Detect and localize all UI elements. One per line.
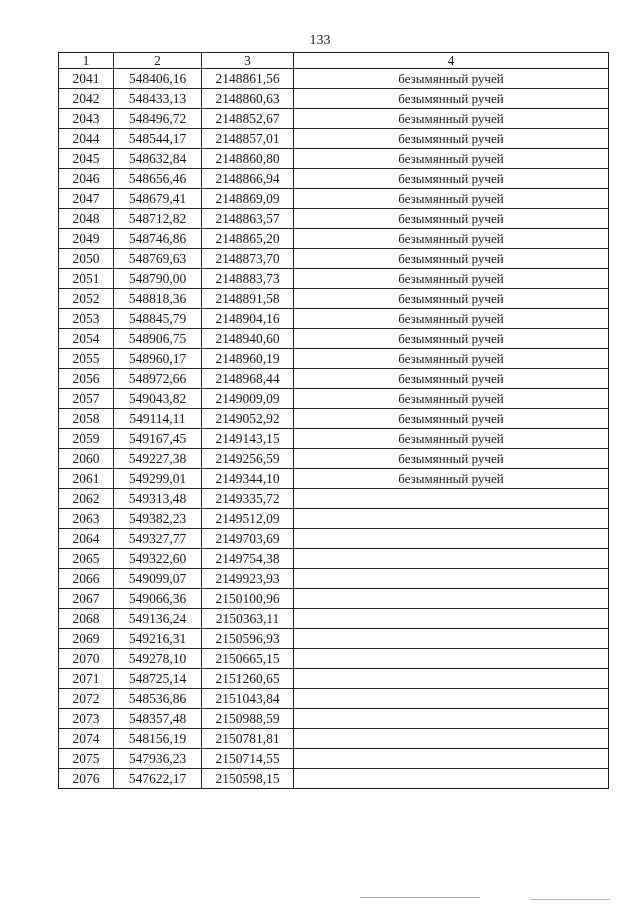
table-row	[59, 289, 609, 309]
table-row	[59, 89, 609, 109]
x-coordinate-cell: 549114,11	[114, 409, 202, 429]
x-coordinate-cell: 548544,17	[114, 129, 202, 149]
point-number-cell: 2057	[59, 389, 114, 409]
table-row	[59, 689, 609, 709]
point-number-cell: 2073	[59, 709, 114, 729]
point-number-cell: 2043	[59, 109, 114, 129]
description-cell	[294, 569, 609, 589]
point-number-cell: 2047	[59, 189, 114, 209]
table-row	[59, 569, 609, 589]
column-header-3: 3	[202, 53, 294, 69]
x-coordinate-cell: 548433,13	[114, 89, 202, 109]
x-coordinate-cell: 548156,19	[114, 729, 202, 749]
table-row	[59, 229, 609, 249]
y-coordinate-cell: 2148968,44	[202, 369, 294, 389]
description-cell	[294, 589, 609, 609]
table-body	[59, 69, 609, 789]
y-coordinate-cell: 2150988,59	[202, 709, 294, 729]
y-coordinate-cell: 2148891,58	[202, 289, 294, 309]
table-row	[59, 149, 609, 169]
table-row	[59, 249, 609, 269]
description-cell	[294, 609, 609, 629]
y-coordinate-cell: 2148883,73	[202, 269, 294, 289]
point-number-cell: 2068	[59, 609, 114, 629]
point-number-cell: 2066	[59, 569, 114, 589]
x-coordinate-cell: 548632,84	[114, 149, 202, 169]
point-number-cell: 2075	[59, 749, 114, 769]
y-coordinate-cell: 2148865,20	[202, 229, 294, 249]
x-coordinate-cell: 548769,63	[114, 249, 202, 269]
table-row	[59, 469, 609, 489]
x-coordinate-cell: 549136,24	[114, 609, 202, 629]
y-coordinate-cell: 2149923,93	[202, 569, 294, 589]
point-number-cell: 2059	[59, 429, 114, 449]
point-number-cell: 2071	[59, 669, 114, 689]
point-number-cell: 2061	[59, 469, 114, 489]
y-coordinate-cell: 2148866,94	[202, 169, 294, 189]
point-number-cell: 2041	[59, 69, 114, 89]
x-coordinate-cell: 549313,48	[114, 489, 202, 509]
point-number-cell: 2064	[59, 529, 114, 549]
description-cell: безымянный ручей	[294, 229, 609, 249]
x-coordinate-cell: 549043,82	[114, 389, 202, 409]
y-coordinate-cell: 2149344,10	[202, 469, 294, 489]
description-cell: безымянный ручей	[294, 469, 609, 489]
point-number-cell: 2053	[59, 309, 114, 329]
point-number-cell: 2056	[59, 369, 114, 389]
table-row	[59, 169, 609, 189]
y-coordinate-cell: 2150598,15	[202, 769, 294, 789]
y-coordinate-cell: 2149512,09	[202, 509, 294, 529]
x-coordinate-cell: 547622,17	[114, 769, 202, 789]
x-coordinate-cell: 549382,23	[114, 509, 202, 529]
table-row	[59, 709, 609, 729]
point-number-cell: 2046	[59, 169, 114, 189]
scan-mark	[530, 899, 610, 900]
x-coordinate-cell: 549066,36	[114, 589, 202, 609]
table-row	[59, 489, 609, 509]
table-row	[59, 109, 609, 129]
description-cell	[294, 689, 609, 709]
x-coordinate-cell: 548746,86	[114, 229, 202, 249]
y-coordinate-cell: 2150596,93	[202, 629, 294, 649]
description-cell	[294, 489, 609, 509]
point-number-cell: 2055	[59, 349, 114, 369]
y-coordinate-cell: 2148869,09	[202, 189, 294, 209]
point-number-cell: 2063	[59, 509, 114, 529]
y-coordinate-cell: 2151043,84	[202, 689, 294, 709]
point-number-cell: 2062	[59, 489, 114, 509]
description-cell	[294, 709, 609, 729]
table-row	[59, 649, 609, 669]
x-coordinate-cell: 548712,82	[114, 209, 202, 229]
point-number-cell: 2050	[59, 249, 114, 269]
description-cell: безымянный ручей	[294, 329, 609, 349]
x-coordinate-cell: 548679,41	[114, 189, 202, 209]
table-row	[59, 69, 609, 89]
table-row	[59, 409, 609, 429]
description-cell: безымянный ручей	[294, 249, 609, 269]
x-coordinate-cell: 547936,23	[114, 749, 202, 769]
y-coordinate-cell: 2150363,11	[202, 609, 294, 629]
description-cell: безымянный ручей	[294, 149, 609, 169]
table-row	[59, 329, 609, 349]
x-coordinate-cell: 548906,75	[114, 329, 202, 349]
description-cell	[294, 769, 609, 789]
point-number-cell: 2042	[59, 89, 114, 109]
table-row	[59, 369, 609, 389]
point-number-cell: 2054	[59, 329, 114, 349]
y-coordinate-cell: 2150665,15	[202, 649, 294, 669]
x-coordinate-cell: 548818,36	[114, 289, 202, 309]
point-number-cell: 2045	[59, 149, 114, 169]
description-cell: безымянный ручей	[294, 129, 609, 149]
x-coordinate-cell: 549322,60	[114, 549, 202, 569]
x-coordinate-cell: 548656,46	[114, 169, 202, 189]
x-coordinate-cell: 549327,77	[114, 529, 202, 549]
x-coordinate-cell: 548790,00	[114, 269, 202, 289]
description-cell	[294, 649, 609, 669]
y-coordinate-cell: 2148860,63	[202, 89, 294, 109]
point-number-cell: 2069	[59, 629, 114, 649]
scan-mark	[360, 897, 480, 898]
x-coordinate-cell: 548725,14	[114, 669, 202, 689]
table-row	[59, 609, 609, 629]
table-row	[59, 309, 609, 329]
description-cell: безымянный ручей	[294, 269, 609, 289]
x-coordinate-cell: 548406,16	[114, 69, 202, 89]
y-coordinate-cell: 2151260,65	[202, 669, 294, 689]
table-row	[59, 129, 609, 149]
point-number-cell: 2072	[59, 689, 114, 709]
y-coordinate-cell: 2149754,38	[202, 549, 294, 569]
description-cell: безымянный ручей	[294, 169, 609, 189]
point-number-cell: 2058	[59, 409, 114, 429]
y-coordinate-cell: 2148861,56	[202, 69, 294, 89]
description-cell: безымянный ручей	[294, 429, 609, 449]
point-number-cell: 2049	[59, 229, 114, 249]
point-number-cell: 2044	[59, 129, 114, 149]
y-coordinate-cell: 2149335,72	[202, 489, 294, 509]
description-cell: безымянный ручей	[294, 409, 609, 429]
description-cell	[294, 549, 609, 569]
x-coordinate-cell: 548496,72	[114, 109, 202, 129]
table-row	[59, 529, 609, 549]
x-coordinate-cell: 548536,86	[114, 689, 202, 709]
description-cell: безымянный ручей	[294, 449, 609, 469]
column-header-2: 2	[114, 53, 202, 69]
column-header-1: 1	[59, 53, 114, 69]
description-cell	[294, 629, 609, 649]
point-number-cell: 2067	[59, 589, 114, 609]
y-coordinate-cell: 2150714,55	[202, 749, 294, 769]
table-row	[59, 549, 609, 569]
x-coordinate-cell: 549299,01	[114, 469, 202, 489]
x-coordinate-cell: 549216,31	[114, 629, 202, 649]
y-coordinate-cell: 2148940,60	[202, 329, 294, 349]
y-coordinate-cell: 2148852,67	[202, 109, 294, 129]
y-coordinate-cell: 2149009,09	[202, 389, 294, 409]
x-coordinate-cell: 548845,79	[114, 309, 202, 329]
table-row	[59, 509, 609, 529]
table-row	[59, 729, 609, 749]
y-coordinate-cell: 2148960,19	[202, 349, 294, 369]
x-coordinate-cell: 549227,38	[114, 449, 202, 469]
page-number: 133	[309, 33, 331, 48]
description-cell	[294, 529, 609, 549]
description-cell: безымянный ручей	[294, 69, 609, 89]
description-cell: безымянный ручей	[294, 389, 609, 409]
description-cell: безымянный ручей	[294, 189, 609, 209]
x-coordinate-cell: 549099,07	[114, 569, 202, 589]
description-cell: безымянный ручей	[294, 89, 609, 109]
x-coordinate-cell: 548972,66	[114, 369, 202, 389]
y-coordinate-cell: 2149703,69	[202, 529, 294, 549]
point-number-cell: 2060	[59, 449, 114, 469]
y-coordinate-cell: 2149052,92	[202, 409, 294, 429]
description-cell	[294, 509, 609, 529]
y-coordinate-cell: 2148857,01	[202, 129, 294, 149]
column-header-4: 4	[294, 53, 609, 69]
description-cell	[294, 749, 609, 769]
table-row	[59, 449, 609, 469]
description-cell	[294, 669, 609, 689]
table-row	[59, 349, 609, 369]
y-coordinate-cell: 2150100,96	[202, 589, 294, 609]
point-number-cell: 2051	[59, 269, 114, 289]
table-row	[59, 389, 609, 409]
table-row	[59, 669, 609, 689]
y-coordinate-cell: 2149143,15	[202, 429, 294, 449]
table-row	[59, 749, 609, 769]
y-coordinate-cell: 2150781,81	[202, 729, 294, 749]
description-cell: безымянный ручей	[294, 209, 609, 229]
description-cell: безымянный ручей	[294, 369, 609, 389]
y-coordinate-cell: 2148860,80	[202, 149, 294, 169]
point-number-cell: 2065	[59, 549, 114, 569]
y-coordinate-cell: 2149256,59	[202, 449, 294, 469]
table-header-row	[59, 53, 609, 69]
description-cell: безымянный ручей	[294, 349, 609, 369]
table-row	[59, 429, 609, 449]
y-coordinate-cell: 2148904,16	[202, 309, 294, 329]
table-row	[59, 209, 609, 229]
description-cell: безымянный ручей	[294, 109, 609, 129]
table-row	[59, 629, 609, 649]
point-number-cell: 2048	[59, 209, 114, 229]
description-cell: безымянный ручей	[294, 309, 609, 329]
y-coordinate-cell: 2148873,70	[202, 249, 294, 269]
point-number-cell: 2074	[59, 729, 114, 749]
table-row	[59, 269, 609, 289]
description-cell	[294, 729, 609, 749]
table-row	[59, 769, 609, 789]
y-coordinate-cell: 2148863,57	[202, 209, 294, 229]
x-coordinate-cell: 549278,10	[114, 649, 202, 669]
table-row	[59, 189, 609, 209]
coordinates-table	[58, 52, 609, 789]
point-number-cell: 2076	[59, 769, 114, 789]
x-coordinate-cell: 549167,45	[114, 429, 202, 449]
point-number-cell: 2070	[59, 649, 114, 669]
x-coordinate-cell: 548357,48	[114, 709, 202, 729]
x-coordinate-cell: 548960,17	[114, 349, 202, 369]
point-number-cell: 2052	[59, 289, 114, 309]
description-cell: безымянный ручей	[294, 289, 609, 309]
table-row	[59, 589, 609, 609]
